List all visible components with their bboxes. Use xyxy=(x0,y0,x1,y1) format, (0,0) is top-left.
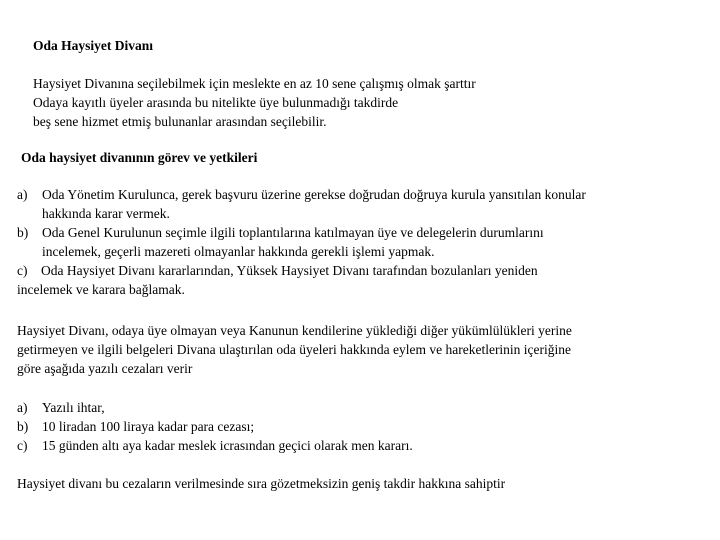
duty-text-first: Oda Haysiyet Divanı kararlarından, Yüksek Haysiyet Divanı tarafından bozulanları yeniden xyxy=(41,263,538,278)
duty-text: Oda Genel Kurulunun seçimle ilgili toplantılarına katılmayan üye ve delegelerin durumlarını xyxy=(42,225,544,240)
duty-item-b xyxy=(17,223,717,261)
list-marker: c) xyxy=(17,438,28,453)
intro-line: Odaya kayıtlı üyeler arasında bu nitelikte üye bulunmadığı takdirde xyxy=(33,95,399,110)
closing-statement: Haysiyet divanı bu cezaların verilmesinde sıra gözetmeksizin geniş takdir hakkına sahiptir xyxy=(17,476,506,491)
duty-item-c xyxy=(17,261,717,299)
penalty-item-a xyxy=(17,398,413,417)
page-title: Oda Haysiyet Divanı xyxy=(33,38,154,53)
list-marker: b) xyxy=(17,225,29,240)
intro-line: beş sene hizmet etmiş bulunanlar arasından seçilebilir. xyxy=(33,114,327,129)
duty-text: incelemek ve karara bağlamak. xyxy=(17,282,185,297)
duty-text: Oda Yönetim Kurulunca, gerek başvuru üzerine gerekse doğrudan doğruya kurula yansıtılan konular xyxy=(42,187,586,202)
penalty-text: Yazılı ihtar, xyxy=(42,400,105,415)
penalty-item-b xyxy=(17,417,413,436)
list-marker: a) xyxy=(17,187,28,202)
penalty-item-c xyxy=(17,436,413,455)
penalty-intro-paragraph xyxy=(17,321,572,378)
penalty-intro-line: göre aşağıda yazılı cezaları verir xyxy=(17,361,193,376)
duties-heading: Oda haysiyet divanının görev ve yetkileri xyxy=(21,150,258,165)
list-marker: a) xyxy=(17,400,28,415)
penalty-intro-line: getirmeyen ve ilgili belgeleri Divana ulaştırılan oda üyeleri hakkında eylem ve hareketlerinin içeriğine xyxy=(17,342,572,357)
penalty-intro-line: Haysiyet Divanı, odaya üye olmayan veya Kanunun kendilerine yüklediği diğer yükümlülükleri yerine xyxy=(17,323,572,338)
intro-line: Haysiyet Divanına seçilebilmek için meslekte en az 10 sene çalışmış olmak şarttır xyxy=(33,76,476,91)
duties-list xyxy=(17,185,717,299)
list-marker: b) xyxy=(17,419,29,434)
penalty-text: 10 liradan 100 liraya kadar para cezası; xyxy=(42,419,255,434)
duty-text xyxy=(17,261,717,280)
duty-item-a xyxy=(17,185,717,223)
duty-text: incelemek, geçerli mazereti olmayanlar hakkında gerekli işlemi yapmak. xyxy=(42,244,435,259)
penalties-list xyxy=(17,398,413,455)
intro-paragraph xyxy=(33,74,476,131)
penalty-text: 15 günden altı aya kadar meslek icrasından geçici olarak men kararı. xyxy=(42,438,413,453)
duty-text: hakkında karar vermek. xyxy=(42,206,170,221)
list-marker: c) xyxy=(17,263,28,278)
